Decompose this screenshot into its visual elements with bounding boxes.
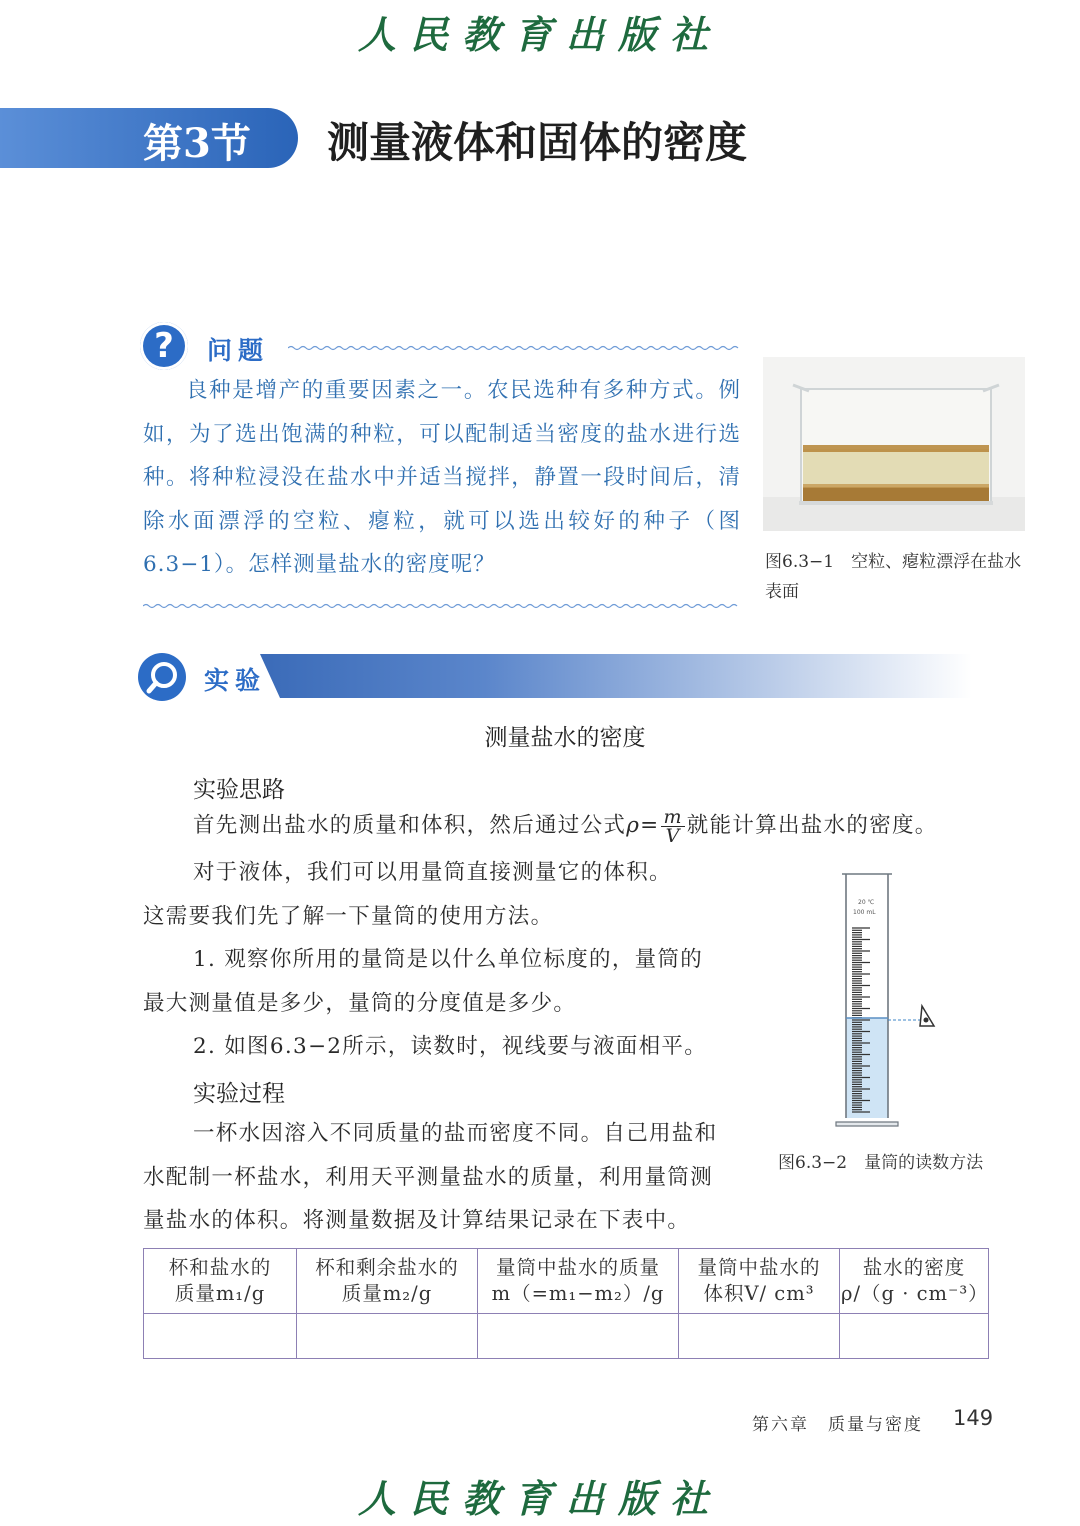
section-number: 第3节 xyxy=(143,120,251,167)
magnifier-icon xyxy=(138,653,186,701)
liquid-paragraph xyxy=(143,851,753,1069)
table-cell[interactable] xyxy=(679,1314,840,1359)
table-cell[interactable] xyxy=(297,1314,478,1359)
question-mark-icon: ? xyxy=(140,322,188,370)
step1-line-1: 1. 观察你所用的量筒是以什么单位标度的，量筒的 xyxy=(193,947,704,972)
density-fraction xyxy=(661,805,684,847)
formula-paragraph xyxy=(193,804,993,848)
header-cylinder-volume: 量筒中盐水的 体积V/ cm³ xyxy=(679,1249,840,1314)
cylinder-capacity-label: 100 mL xyxy=(853,909,876,916)
cylinder-caption: 图6.3−2 量筒的读数方法 xyxy=(778,1153,984,1173)
header-cup-and-saltwater-mass: 杯和盐水的 质量m₁/g xyxy=(144,1249,297,1314)
process-line-1: 一杯水因溶入不同质量的盐而密度不同。自己用盐和 xyxy=(193,1121,718,1146)
process-paragraph xyxy=(143,1112,753,1243)
experiment-header-bar xyxy=(160,654,972,698)
header-cylinder-mass: 量筒中盐水的质量 m（=m₁−m₂）/g xyxy=(478,1249,679,1314)
header-density: 盐水的密度 ρ/（g · cm⁻³） xyxy=(840,1249,989,1314)
question-paragraph: 良种是增产的重要因素之一。农民选种有多种方式。例如，为了选出饱满的种粒，可以配制适当密度的盐水进行选种。将种粒浸没在盐水中并适当搅拌，静置一段时间后，清除水面漂浮的空粒、瘪粒，就可以选出较好的种子（图6.3−1）。怎样测量盐水的密度呢？ xyxy=(143,378,741,577)
fraction-numerator: m xyxy=(663,805,683,828)
process-line-3: 量盐水的体积。将测量数据及计算结果记录在下表中。 xyxy=(143,1208,691,1233)
publisher-watermark-top: 人民教育出版社 xyxy=(357,12,722,57)
step2-line: 2. 如图6.3−2所示，读数时，视线要与液面相平。 xyxy=(193,1034,708,1059)
header-remaining-mass: 杯和剩余盐水的 质量m₂/g xyxy=(297,1249,478,1314)
wavy-divider-bottom xyxy=(143,603,741,609)
experiment-heading: 实验 xyxy=(204,666,267,695)
graduated-cylinder-figure xyxy=(834,870,944,1132)
publisher-watermark-bottom: 人民教育出版社 xyxy=(357,1476,722,1521)
formula-text-after: 就能计算出盐水的密度。 xyxy=(686,813,938,838)
formula-text-before: 首先测出盐水的质量和体积，然后通过公式 xyxy=(193,813,627,838)
photo-caption: 图6.3−1 空粒、瘪粒漂浮在盐水表面 xyxy=(765,552,1022,602)
page-number: 149 xyxy=(953,1406,994,1430)
question-text xyxy=(143,369,741,587)
seed-tank-photo xyxy=(763,357,1025,531)
question-heading: 问题 xyxy=(207,336,270,365)
process-heading: 实验过程 xyxy=(193,1081,285,1107)
cylinder-temp-label: 20 ℃ xyxy=(858,899,875,906)
measurement-table xyxy=(143,1248,989,1359)
table-header-row xyxy=(144,1249,989,1314)
process-line-2: 水配制一杯盐水，利用天平测量盐水的质量，利用量筒测 xyxy=(143,1164,714,1190)
liquid-line-1: 对于液体，我们可以用量筒直接测量它的体积。 xyxy=(193,860,672,885)
section-title: 测量液体和固体的密度 xyxy=(327,118,748,167)
step1-line-2: 最大测量值是多少，量筒的分度值是多少。 xyxy=(143,990,577,1016)
table-cell[interactable] xyxy=(478,1314,679,1359)
formula-rho: ρ= xyxy=(626,813,660,838)
section-badge xyxy=(0,108,298,168)
table-cell[interactable] xyxy=(840,1314,989,1359)
wavy-divider-top xyxy=(288,345,740,351)
footer-chapter: 第六章 质量与密度 xyxy=(752,1415,923,1435)
table-cell[interactable] xyxy=(144,1314,297,1359)
liquid-line-2: 这需要我们先了解一下量筒的使用方法。 xyxy=(143,903,554,929)
table-row xyxy=(144,1314,989,1359)
fraction-denominator: V xyxy=(665,824,681,847)
experiment-title: 测量盐水的密度 xyxy=(484,725,646,751)
idea-heading: 实验思路 xyxy=(193,777,285,803)
